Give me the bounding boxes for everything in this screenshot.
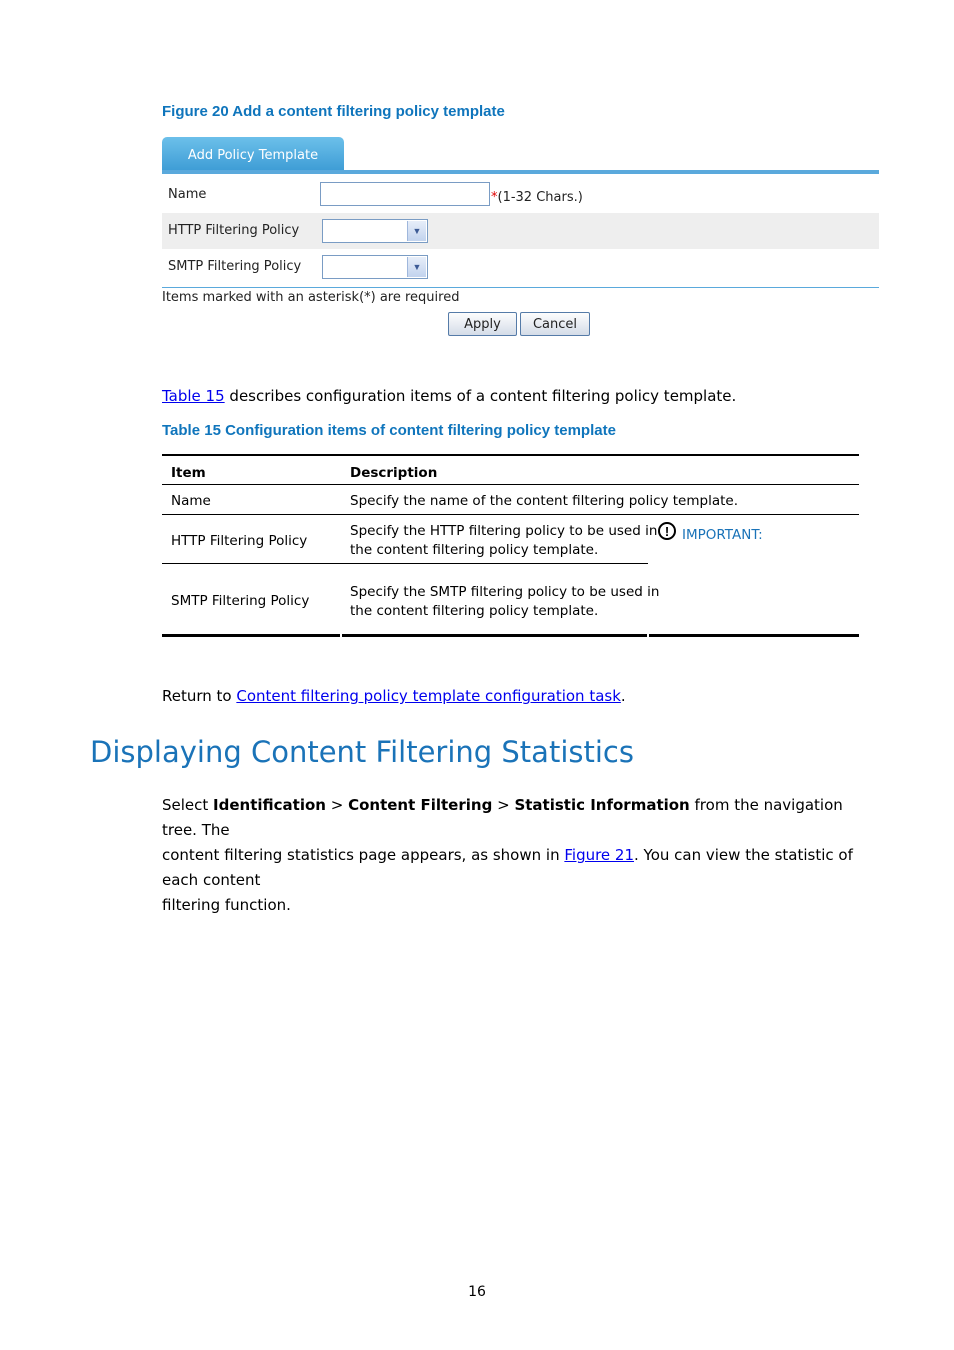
chevron-down-icon: ▼ — [407, 221, 426, 241]
name-input[interactable] — [320, 182, 490, 206]
table-bottom-rule — [162, 634, 859, 637]
table-top-rule — [162, 454, 859, 456]
table-cell-desc-line: Specify the HTTP filtering policy to be used in — [350, 523, 658, 539]
http-policy-label: HTTP Filtering Policy — [168, 223, 300, 238]
table-row-rule — [162, 563, 648, 564]
return-paragraph: Return to Content filtering policy template configuration task. — [162, 687, 626, 705]
table-rule-gap — [647, 634, 649, 637]
table-15-link[interactable]: Table 15 — [162, 387, 225, 405]
figure-21-link[interactable]: Figure 21 — [564, 846, 635, 864]
figure-caption: Figure 20 Add a content filtering policy template — [162, 103, 505, 120]
cancel-button[interactable]: Cancel — [520, 312, 590, 336]
apply-button[interactable]: Apply — [448, 312, 517, 336]
table-cell-item: SMTP Filtering Policy — [171, 593, 310, 609]
table-rule-gap — [340, 634, 342, 637]
paragraph-line: Select Identification > Content Filtering > Statistic Information from the navigation tree. The — [162, 796, 843, 839]
smtp-policy-select[interactable] — [322, 255, 428, 279]
form-divider — [162, 287, 879, 288]
table-cell-desc: Specify the name of the content filtering policy template. — [350, 493, 738, 509]
table-cell-desc-line: Specify the SMTP filtering policy to be used in — [350, 584, 660, 600]
tab-add-policy-template[interactable] — [162, 137, 344, 173]
name-hint: *(1-32 Chars.) — [491, 190, 583, 205]
table-cell-desc-line: the content filtering policy template. — [350, 603, 599, 619]
tab-underline — [162, 170, 879, 174]
intro-paragraph: Table 15 describes configuration items of a content filtering policy template. — [162, 387, 737, 405]
important-label: IMPORTANT: — [682, 527, 763, 543]
important-icon: ! — [658, 522, 676, 540]
required-mark: * — [491, 190, 498, 205]
table-cell-item: Name — [171, 493, 211, 509]
section-heading: Displaying Content Filtering Statistics — [90, 735, 634, 769]
table-caption: Table 15 Configuration items of content filtering policy template — [162, 422, 616, 439]
paragraph-line: filtering function. — [162, 896, 291, 914]
table-header-description: Description — [350, 465, 438, 481]
tab-label: Add Policy Template — [187, 147, 319, 163]
name-label: Name — [168, 187, 207, 202]
table-cell-desc-line: the content filtering policy template. — [350, 542, 599, 558]
table-header-item: Item — [171, 465, 206, 481]
required-footnote: Items marked with an asterisk(*) are required — [162, 290, 460, 305]
section-paragraph — [162, 793, 864, 918]
chevron-down-icon: ▼ — [407, 257, 426, 277]
smtp-policy-label: SMTP Filtering Policy — [168, 259, 302, 274]
paragraph-line: content filtering statistics page appears, as shown in Figure 21. You can view the statistic of each content — [162, 846, 853, 889]
page-number: 16 — [468, 1284, 486, 1300]
table-row-rule — [162, 514, 859, 515]
task-link[interactable]: Content filtering policy template configuration task — [236, 687, 621, 705]
table-header-rule — [162, 484, 859, 485]
http-policy-select[interactable] — [322, 219, 428, 243]
table-cell-item: HTTP Filtering Policy — [171, 533, 308, 549]
